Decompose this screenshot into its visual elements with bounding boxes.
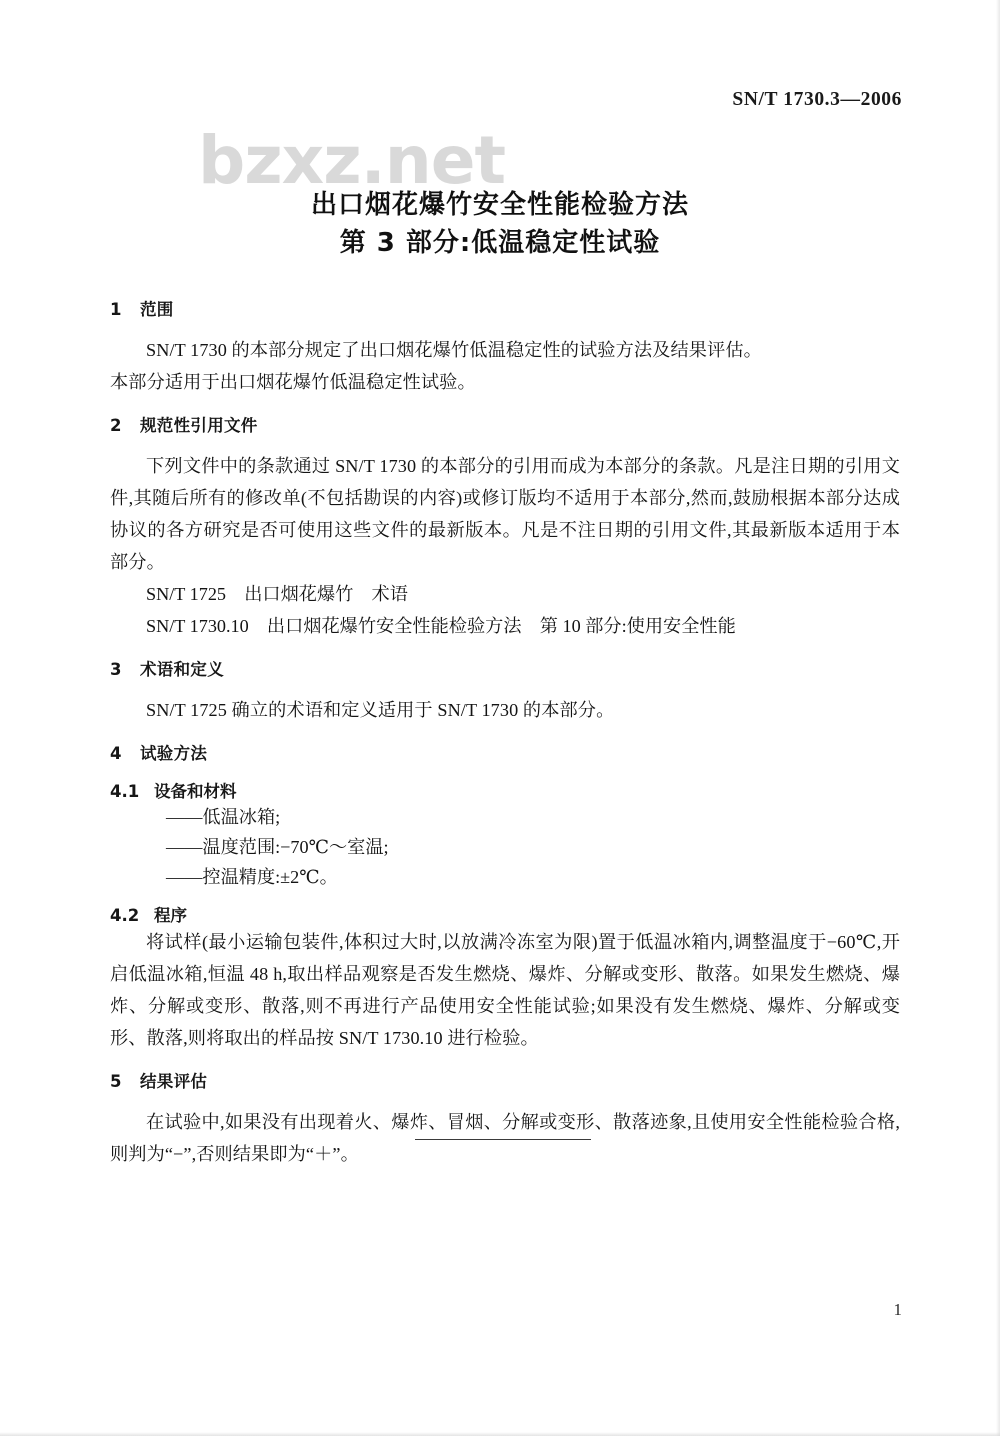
list-item: ——控温精度:±2℃。 [166, 867, 338, 887]
equipment-item-1: 低温冰箱; [202, 807, 281, 827]
section-2-paragraph-1: 下列文件中的条款通过 SN/T 1730 的本部分的引用而成为本部分的条款。凡是注日期的引用文件,其随后所有的修改单(不包括勘误的内容)或修订版均不适用于本部分,然而,鼓励根据本部分达成协议的各方研究是否可使用这些文件的最新版本。凡是不注日期的引用文件,其最新版本适用于本部分。 [110, 456, 900, 572]
normative-reference-1: SN/T 1725 出口烟花爆竹 术语 [146, 584, 408, 604]
equipment-item-2: 温度范围:−70℃～室温; [202, 837, 389, 857]
section-title-1: 范围 [140, 300, 174, 319]
equipment-item-3: 控温精度:±2℃。 [202, 867, 338, 887]
title-line-2: 第 3 部分:低温稳定性试验 [339, 228, 661, 258]
subsection-title-4-1: 设备和材料 [154, 782, 237, 801]
list-item: ——低温冰箱; [166, 807, 281, 827]
page-bottom-edge [0, 1432, 1000, 1436]
section-title-4: 试验方法 [140, 744, 208, 763]
section-number-4: 4 [110, 744, 122, 763]
section-title-3: 术语和定义 [140, 660, 224, 679]
section-5-paragraph-1: 在试验中,如果没有出现着火、爆炸、冒烟、分解或变形、散落迹象,且使用安全性能检验合格,则判为“−”,否则结果即为“＋”。 [110, 1112, 900, 1164]
section-heading-4 [110, 740, 900, 764]
section-number-5: 5 [110, 1072, 122, 1091]
section-number-3: 3 [110, 660, 122, 679]
equipment-materials-list [110, 802, 900, 892]
section-number-1: 1 [110, 300, 122, 319]
normative-reference-2: SN/T 1730.10 出口烟花爆竹安全性能检验方法 第 10 部分:使用安全性能 [146, 616, 736, 636]
standard-number-header: SN/T 1730.3—2006 [732, 89, 902, 110]
section-3-paragraph-1: SN/T 1725 确立的术语和定义适用于 SN/T 1730 的本部分。 [146, 700, 615, 720]
end-of-document-rule [415, 1139, 591, 1140]
section-heading-3 [110, 656, 900, 680]
section-1-paragraph-1: SN/T 1730 的本部分规定了出口烟花爆竹低温稳定性的试验方法及结果评估。 [146, 340, 762, 360]
subsection-title-4-2: 程序 [154, 906, 187, 925]
subsection-number-4-2: 4.2 [110, 906, 140, 925]
section-number-2: 2 [110, 416, 122, 435]
page-title [0, 186, 1000, 262]
page-number: 1 [893, 1300, 902, 1319]
section-heading-1 [110, 296, 900, 320]
section-title-2: 规范性引用文件 [140, 416, 258, 435]
document-body [110, 296, 900, 1170]
subsection-number-4-1: 4.1 [110, 782, 140, 801]
section-heading-5 [110, 1068, 900, 1092]
subsection-heading-4-2 [110, 902, 900, 926]
subsection-heading-4-1 [110, 778, 900, 802]
section-heading-2 [110, 412, 900, 436]
title-line-1: 出口烟花爆竹安全性能检验方法 [310, 190, 689, 220]
watermark-text: bzxz.net [198, 122, 506, 199]
section-1-paragraph-2: 本部分适用于出口烟花爆竹低温稳定性试验。 [110, 372, 476, 392]
section-title-5: 结果评估 [140, 1072, 208, 1091]
section-4-2-paragraph-1: 将试样(最小运输包装件,体积过大时,以放满冷冻室为限)置于低温冰箱内,调整温度于−60℃,开启低温冰箱,恒温 48 h,取出样品观察是否发生燃烧、爆炸、分解或变形、散落。如果发生燃烧、爆炸、分解或变形、散落,则不再进行产品使用安全性能试验;如果没有发生燃烧、爆炸、分解或变形、散落,则将取出的样品按 SN/T 1730.10 进行检验。 [110, 932, 900, 1048]
list-item: ——温度范围:−70℃～室温; [166, 837, 389, 857]
